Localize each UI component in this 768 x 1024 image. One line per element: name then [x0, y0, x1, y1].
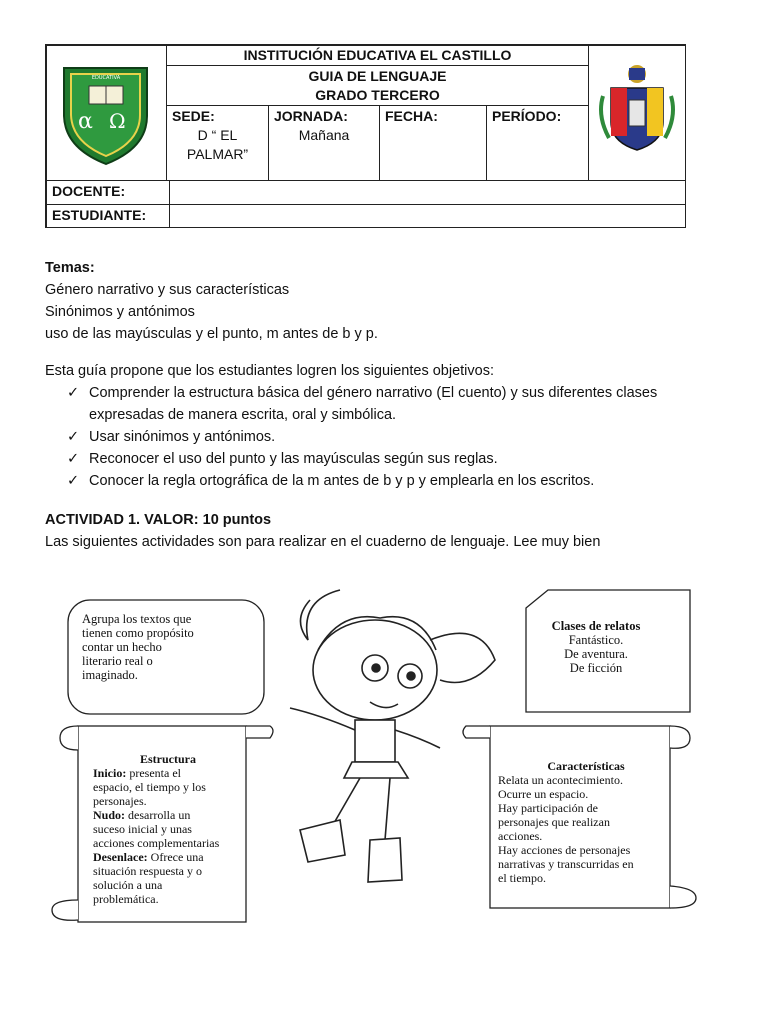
svg-text:Nudo: desarrolla un: Nudo: desarrolla un [93, 808, 191, 822]
estudiante-field [169, 204, 686, 228]
svg-text:imaginado.: imaginado. [82, 668, 138, 682]
narrative-diagram [0, 580, 768, 940]
svg-text:personajes que realizan: personajes que realizan [498, 815, 610, 829]
objetivos-list [67, 382, 695, 492]
svg-text:Ocurre un espacio.: Ocurre un espacio. [498, 787, 589, 801]
docente-label: DOCENTE: [52, 183, 126, 199]
checkmark-icon: ✓ [67, 473, 80, 489]
svg-text:Desenlace: Ofrece una: Desenlace: Ofrece una [93, 850, 204, 864]
objetivos-intro: Esta guía propone que los estudiantes logren los siguientes objetivos: [45, 363, 494, 379]
caracteristicas-title: Características [547, 759, 625, 773]
svg-text:solución a una: solución a una [93, 878, 163, 892]
svg-text:acciones.: acciones. [498, 829, 543, 843]
objetivo-item [67, 426, 695, 448]
clase-item: De ficción [569, 661, 623, 675]
objetivo-text: Comprender la estructura básica del género narrativo (El cuento) y sus diferentes clases expresadas de manera escrita, oral y simbólica. [89, 385, 658, 423]
periodo-label: PERÍODO: [492, 108, 562, 124]
svg-text:acciones complementarias: acciones complementarias [93, 836, 220, 850]
docente-label-cell [46, 180, 170, 205]
checkmark-icon: ✓ [67, 429, 80, 445]
alpha-symbol: α [78, 109, 93, 134]
objetivo-text: Conocer la regla ortográfica de la m antes de b y p y emplearla en los escritos. [89, 473, 595, 489]
grade-title: GRADO TERCERO [315, 87, 440, 103]
periodo-cell [486, 105, 589, 181]
svg-text:suceso inicial y unas: suceso inicial y unas [93, 822, 192, 836]
tema-item: Sinónimos y antónimos [45, 304, 195, 320]
objetivo-text: Usar sinónimos y antónimos. [89, 429, 276, 445]
header-table [45, 44, 686, 228]
clase-item: Fantástico. [568, 633, 624, 647]
tema-item: uso de las mayúsculas y el punto, m antes de b y p. [45, 326, 378, 342]
estudiante-label-cell [46, 204, 170, 228]
temas-heading: Temas: [45, 260, 95, 276]
sede-cell [166, 105, 269, 181]
tema-item: Género narrativo y sus características [45, 282, 290, 298]
jornada-value: Mañana [298, 127, 350, 143]
sede-value: D “ EL PALMAR” [186, 127, 249, 162]
checkmark-icon: ✓ [67, 385, 80, 401]
school-logo [47, 46, 166, 180]
municipal-crest-cell [588, 45, 686, 181]
svg-text:problemática.: problemática. [93, 892, 159, 906]
objetivo-text: Reconocer el uso del punto y las mayúsculas según sus reglas. [89, 451, 498, 467]
municipal-crest [589, 46, 685, 180]
svg-text:Agrupa los textos que: Agrupa los textos que [82, 612, 192, 626]
jornada-cell [268, 105, 380, 181]
estructura-title: Estructura [140, 752, 196, 766]
school-logo-cell [46, 45, 167, 181]
estudiante-label: ESTUDIANTE: [52, 207, 147, 223]
objetivo-item [67, 470, 695, 492]
svg-text:Inicio: presenta el: Inicio: presenta el [93, 766, 181, 780]
omega-symbol: Ω [109, 109, 126, 133]
guide-title: GUIA DE LENGUAJE [308, 68, 447, 84]
svg-text:contar un hecho: contar un hecho [82, 640, 162, 654]
svg-text:el tiempo.: el tiempo. [498, 871, 546, 885]
svg-text:literario real o: literario real o [82, 654, 153, 668]
sede-label: SEDE: [172, 108, 215, 124]
svg-text:personajes.: personajes. [93, 794, 147, 808]
clase-item: De aventura. [564, 647, 628, 661]
svg-text:situación respuesta y o: situación respuesta y o [93, 864, 202, 878]
clases-title: Clases de relatos [551, 619, 641, 633]
objetivo-item [67, 382, 695, 426]
svg-text:narrativas y transcurridas en: narrativas y transcurridas en [498, 857, 634, 871]
fecha-label: FECHA: [385, 108, 438, 124]
actividad-title: ACTIVIDAD 1. VALOR: 10 puntos [45, 512, 272, 528]
objetivo-item [67, 448, 695, 470]
docente-field [169, 180, 686, 205]
svg-text:tienen como propósito: tienen como propósito [82, 626, 194, 640]
jornada-label: JORNADA: [274, 108, 348, 124]
svg-text:Relata un acontecimiento.: Relata un acontecimiento. [498, 773, 623, 787]
fecha-cell [379, 105, 487, 181]
logo-text: EDUCATIVA [91, 75, 121, 81]
guide-title-cell [166, 65, 589, 106]
svg-text:Hay participación de: Hay participación de [498, 801, 598, 815]
svg-text:espacio, el tiempo y los: espacio, el tiempo y los [93, 780, 206, 794]
checkmark-icon: ✓ [67, 451, 80, 467]
guide-body [45, 257, 695, 553]
actividad-text: Las siguientes actividades son para realizar en el cuaderno de lenguaje. Lee muy bien [45, 534, 601, 550]
svg-text:Hay acciones de personajes: Hay acciones de personajes [498, 843, 631, 857]
institution-name: INSTITUCIÓN EDUCATIVA EL CASTILLO [166, 45, 589, 66]
